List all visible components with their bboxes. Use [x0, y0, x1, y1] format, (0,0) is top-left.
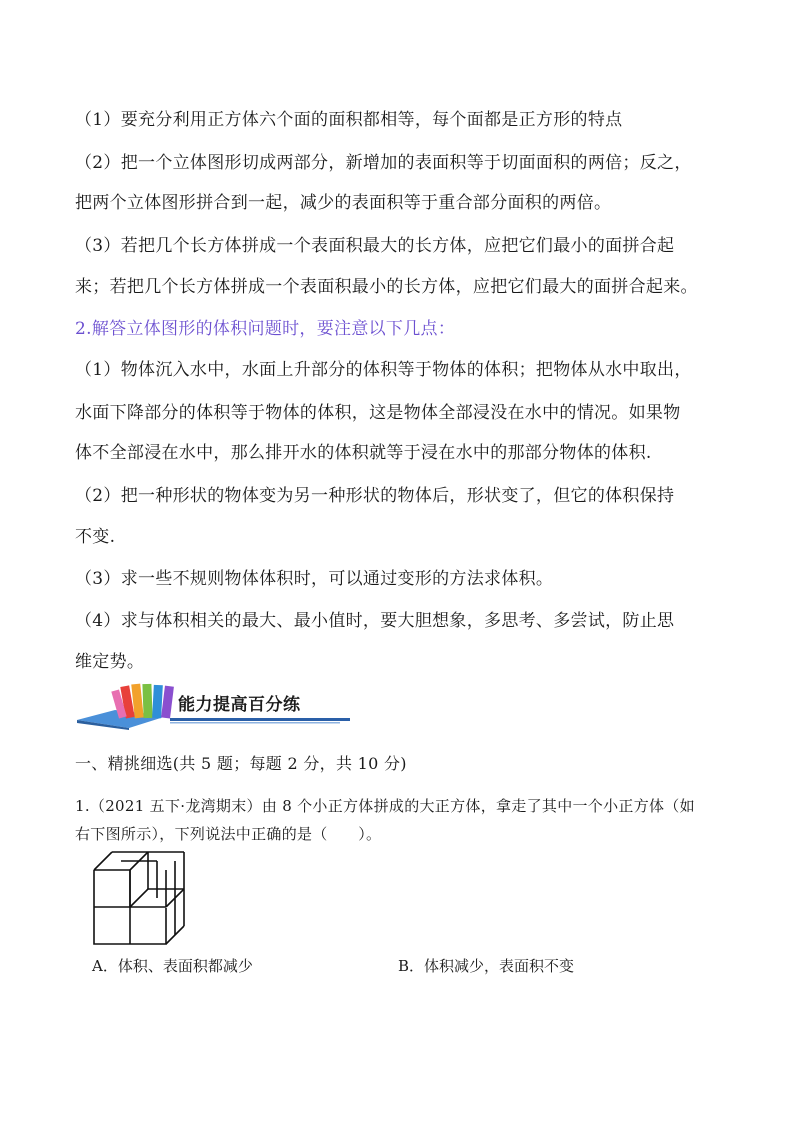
question-1-line-2: 右下图所示），下列说法中正确的是（ ）。: [75, 825, 382, 843]
line-8: 水面下降部分的体积等于物体的体积，这是物体全部浸没在水中的情况。如果物: [75, 403, 681, 423]
line-10: （2）把一种形状的物体变为另一种形状的物体后，形状变了，但它的体积保持: [75, 486, 675, 506]
line-7: （1）物体沉入水中，水面上升部分的体积等于物体的体积；把物体从水中取出，: [75, 360, 692, 380]
line-14: 维定势。: [75, 652, 145, 672]
line-13: （4）求与体积相关的最大、最小值时，要大胆想象，多思考、多尝试，防止思: [75, 611, 675, 631]
option-a: A．体积、表面积都减少: [92, 957, 253, 975]
line-11: 不变.: [75, 527, 116, 547]
cube-figure: [92, 848, 192, 948]
line-12: （3）求一些不规则物体体积时，可以通过变形的方法求体积。: [75, 569, 554, 589]
line-9: 体不全部浸在水中，那么排开水的体积就等于浸在水中的那部分物体的体积.: [75, 443, 652, 463]
section-heading: 一、精挑细选(共 5 题；每题 2 分，共 10 分): [75, 754, 407, 773]
line-2: （2）把一个立体图形切成两部分，新增加的表面积等于切面面积的两倍；反之，: [75, 153, 692, 173]
question-1-line-1: 1.（2021 五下·龙湾期末）由 8 个小正方体拼成的大正方体，拿走了其中一个小正方体（如: [75, 797, 695, 815]
point-2-heading: 2.解答立体图形的体积问题时，要注意以下几点：: [75, 319, 456, 339]
banner-title: 能力提高百分练: [178, 695, 301, 715]
line-4: （3）若把几个长方体拼成一个表面积最大的长方体，应把它们最小的面拼合起: [75, 236, 675, 256]
line-5: 来；若把几个长方体拼成一个表面积最小的长方体，应把它们最大的面拼合起来。: [75, 277, 698, 297]
option-b: B．体积减少，表面积不变: [398, 957, 575, 975]
line-3: 把两个立体图形拼合到一起，减少的表面积等于重合部分面积的两倍。: [75, 193, 612, 213]
line-1: （1）要充分利用正方体六个面的面积都相等，每个面都是正方形的特点: [75, 110, 623, 130]
